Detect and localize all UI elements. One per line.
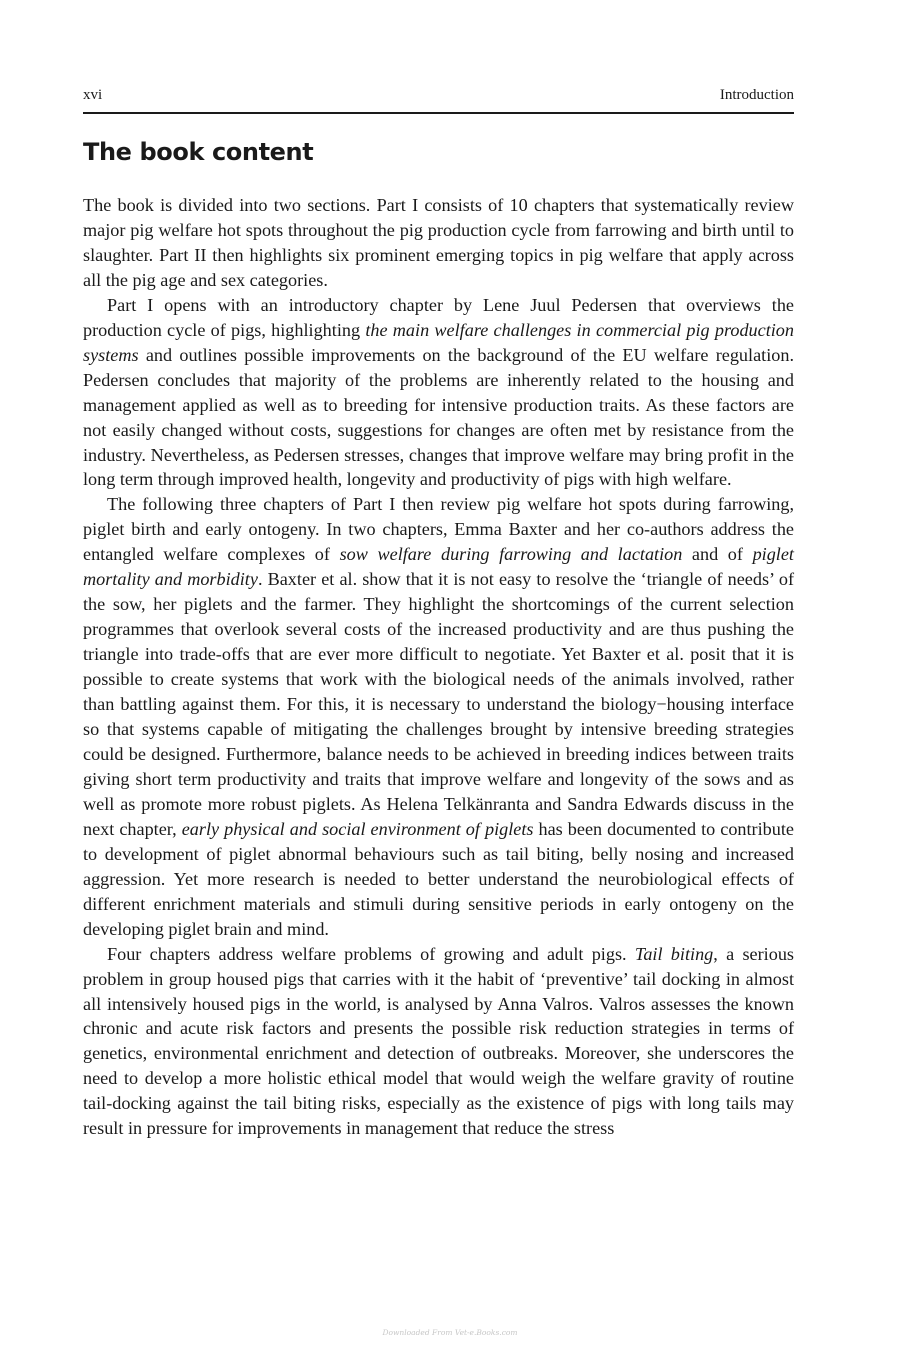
italic-phrase: Tail biting — [634, 943, 714, 964]
text-run: . Baxter et al. show that it is not easy to resolve the ‘triangle of needs’ of the sow, her piglets and the farmer. They highlight the shortcomings of the current selection programmes that overlook several costs of the increased productivity and are thus pushing the triangle into trade-offs that are ever more difficult to negotiate. Yet Baxter et al. posit that it is possible to create systems that work with the biological needs of the animals involved, rather than battling against them. For this, it is necessary to understand the biology−housing interface so that systems capable of mitigating the challenges brought by intensive breeding strategies could be designed. Furthermore, balance needs to be achieved in breeding indices between traits giving short term productivity and traits that improve welfare and longevity of the sows and as well as promote more robust piglets. As Helena Telkänranta and Sandra Edwards discuss in the next chapter, — [83, 569, 794, 839]
paragraph-2 — [83, 293, 794, 493]
text-run: , a serious problem in group housed pigs that carries with it the habit of ‘preventive’ tail docking in almost all intensively housed pigs in the world, is analysed by Anna Valros. Valros assesses the known chronic and acute risk factors and presents the possible risk reduction strategies in terms of genetics, environmental enrichment and detection of outbreaks. Moreover, she underscores the need to develop a more holistic ethical model that would weigh the welfare gravity of routine tail-docking against the tail biting risks, especially as the existence of pigs with long tails may result in pressure for improvements in management that reduce the stress — [83, 943, 794, 1139]
italic-phrase: early physical and social environment of piglets — [181, 818, 534, 839]
book-page — [83, 0, 794, 1350]
section-title: The book content — [83, 138, 314, 166]
paragraph-3 — [83, 492, 794, 941]
paragraph-4 — [83, 942, 794, 1142]
text-run: Part I opens with an introductory chapter by Lene Juul Pedersen that overviews the production cycle of pigs, highlighting — [83, 294, 794, 340]
text-run: and outlines possible improvements on the background of the EU welfare regulation. Pedersen concludes that majority of the problems are inherently related to the housing and management applied as well as to breeding for intensive production traits. As these factors are not easily changed without costs, suggestions for changes are often met by resistance from the industry. Nevertheless, as Pedersen stresses, changes that improve welfare may bring profit in the long term through improved health, longevity and productivity of pigs with high welfare. — [83, 344, 794, 490]
italic-phrase: the main welfare challenges in commercial pig production systems — [83, 319, 794, 365]
text-run: Four chapters address welfare problems of growing and adult pigs. — [107, 943, 635, 964]
paragraph-1 — [83, 193, 794, 293]
running-title: Introduction — [719, 87, 794, 103]
italic-phrase: piglet mortality and morbidity — [83, 544, 794, 590]
text-run: The following three chapters of Part I then review pig welfare hot spots during farrowing, piglet birth and early ontogeny. In two chapters, Emma Baxter and her co-authors address the entangled welfare complexes of — [83, 494, 794, 565]
download-watermark: Downloaded From Vet-e.Books.com — [382, 1328, 518, 1337]
body-text — [83, 193, 794, 1141]
text-run: has been documented to contribute to development of piglet abnormal behaviours such as tail biting, belly nosing and increased aggression. Yet more research is needed to better understand the neurobiological effects of different enrichment materials and stimuli during sensitive periods in early ontogeny on the developing piglet brain and mind. — [83, 818, 794, 939]
page-number: xvi — [83, 87, 103, 103]
text-run: and of — [682, 544, 753, 565]
text-run: The book is divided into two sections. Part I consists of 10 chapters that systematically review major pig welfare hot spots throughout the pig production cycle from farrowing and birth until to slaughter. Part II then highlights six prominent emerging topics in pig welfare that apply across all the pig age and sex categories. — [83, 195, 794, 290]
italic-phrase: sow welfare during farrowing and lactation — [339, 544, 683, 565]
header-rule — [83, 112, 794, 114]
